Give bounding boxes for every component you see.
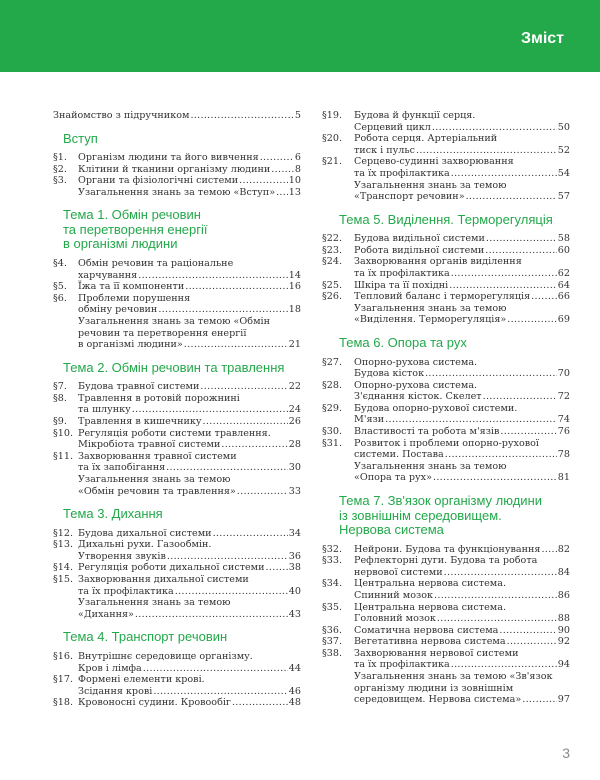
dot-leader [266, 562, 288, 574]
toc-entry-summary[interactable] [322, 303, 570, 326]
toc-entry-number: §35. [322, 601, 343, 613]
toc-entry[interactable] [53, 428, 301, 451]
toc-entry-title: Будова видільної системи [354, 233, 485, 245]
toc-page-number: 54 [557, 167, 570, 179]
dot-leader [451, 168, 557, 180]
toc-page-number: 44 [288, 662, 301, 674]
toc-entry-title: Серцевий цикл [354, 121, 431, 133]
toc-entry-title: Тепловий баланс і терморегуляція [354, 291, 531, 303]
toc-entry-number: §14. [53, 562, 74, 574]
toc-page-number: 72 [557, 391, 570, 403]
toc-entry-title: Кров і лімфа [78, 662, 142, 674]
toc-entry-summary[interactable] [322, 671, 570, 706]
toc-entry-title: Будова опорно-рухової системи. [354, 402, 518, 414]
toc-entry-title: Узагальнення знань за темою «Зв'язок [354, 671, 553, 683]
toc-entry[interactable] [53, 175, 301, 187]
toc-entry-number: §19. [322, 110, 343, 121]
toc-entry[interactable] [53, 651, 301, 674]
toc-entry[interactable] [322, 280, 570, 292]
toc-page-number: 34 [288, 527, 301, 539]
section-heading-line: Тема 1. Обмін речовин [63, 207, 201, 223]
dot-leader [232, 697, 288, 709]
toc-entry[interactable] [322, 110, 570, 133]
toc-entry-title: З'єднання кісток. Скелет [354, 391, 482, 403]
toc-entry-title: Проблеми порушення [78, 292, 191, 304]
toc-entry-number [322, 461, 354, 484]
dot-leader [449, 280, 557, 292]
toc-entry-number: §8. [53, 392, 67, 404]
toc-entry[interactable] [322, 291, 570, 303]
toc-entry[interactable] [322, 357, 570, 380]
toc-entry[interactable] [53, 574, 301, 597]
section-heading-line: Тема 6. Опора та рух [339, 335, 467, 350]
toc-entry-title: Вегетативна нервова система [354, 636, 506, 648]
toc-page-number: 46 [288, 685, 301, 697]
toc-page-number: 16 [288, 281, 301, 293]
toc-entry-title: Захворювання дихальної системи [78, 574, 249, 586]
dot-leader [522, 694, 557, 706]
dot-leader [507, 636, 557, 648]
toc-entry-number: §22. [322, 233, 343, 245]
toc-page-number: 76 [557, 426, 570, 438]
toc-entry-title: організму людини із зовнішнім [354, 682, 514, 694]
dot-leader [531, 291, 557, 303]
toc-entry-number [322, 180, 354, 203]
toc-entry-title: Рефлекторні дуги. Будова та робота [354, 555, 538, 567]
toc-entry[interactable] [53, 674, 301, 697]
toc-entry-title: Органи та фізіологічні системи [78, 175, 239, 187]
section-heading [339, 336, 570, 351]
toc-entry-number: §31. [322, 437, 343, 449]
toc-page-number: 88 [557, 613, 570, 625]
toc-entry-number: §1. [53, 152, 67, 164]
toc-entry[interactable] [322, 380, 570, 403]
toc-page-number: 6 [294, 152, 301, 164]
toc-entry-title: Травлення в кишечнику [78, 416, 202, 427]
toc-entry-title: Головний мозок [354, 613, 436, 625]
toc-page-number: 82 [557, 543, 570, 555]
toc-entry-number: §9. [53, 416, 67, 427]
page-title: Зміст [520, 30, 564, 47]
toc-entry-title: Розвиток і проблеми опорно-рухової [354, 437, 539, 449]
toc-entry-title: Дихальні рухи. Газообмін. [78, 539, 212, 551]
toc-entry[interactable] [322, 426, 570, 438]
toc-entry-title: Узагальнення знань за темою [78, 597, 231, 609]
dot-leader [213, 528, 288, 540]
toc-page-number: 66 [557, 291, 570, 303]
dot-leader [237, 486, 288, 498]
dot-leader [260, 152, 294, 164]
section-heading-line: Тема 2. Обмін речовин та травлення [63, 359, 285, 375]
toc-page-number: 50 [557, 121, 570, 133]
toc-page-number: 22 [288, 381, 301, 393]
dot-leader [200, 381, 287, 393]
toc-entry-title: Спинний мозок [354, 589, 433, 601]
dot-leader [507, 314, 557, 326]
toc-entry[interactable] [322, 233, 570, 245]
toc-entry-number: §18. [53, 697, 74, 709]
toc-right-column [322, 110, 570, 706]
toc-entry-title: Узагальнення знань за темою [354, 302, 507, 314]
toc-entry-number: §11. [53, 450, 74, 462]
toc-page-number: 30 [288, 462, 301, 474]
toc-entry-summary[interactable] [53, 474, 301, 497]
toc-entry-title: Формені елементи крові. [78, 674, 205, 686]
toc-page-number: 40 [288, 585, 301, 597]
toc-entry-number: §17. [53, 674, 74, 686]
section-heading [63, 630, 301, 645]
toc-page-number: 13 [288, 186, 301, 198]
dot-leader [485, 245, 557, 257]
toc-entry-number [53, 474, 78, 497]
section-heading [339, 213, 570, 228]
dot-leader [486, 233, 557, 245]
toc-page-number: 26 [288, 416, 301, 427]
toc-page-number: 84 [557, 566, 570, 578]
dot-leader [444, 567, 557, 579]
toc-entry-title: Узагальнення знань за темою [354, 460, 507, 472]
toc-entry-title: та шлунку [78, 404, 131, 416]
toc-entry[interactable] [322, 438, 570, 461]
toc-entry-number: §26. [322, 291, 343, 303]
toc-entry-title: Кровоносні судини. Кровообіг [78, 697, 231, 709]
toc-entry[interactable] [53, 281, 301, 293]
toc-entry-title: Центральна нервова система. [354, 578, 507, 590]
toc-entry[interactable] [53, 152, 301, 164]
dot-leader [432, 122, 557, 134]
section-heading-line: Нервова система [339, 522, 444, 538]
toc-entry-number: §32. [322, 543, 343, 555]
toc-entry-title: «Опора та рух» [354, 472, 432, 484]
toc-entry-number: §38. [322, 647, 343, 659]
toc-page-number: 86 [557, 589, 570, 601]
dot-leader [445, 449, 557, 461]
dot-leader [184, 339, 288, 351]
toc-page-number: 33 [288, 485, 301, 497]
toc-entry-title: обміну речовин [78, 304, 158, 316]
toc-entry-title: та їх профілактика [354, 167, 450, 179]
toc-page-number: 92 [557, 636, 570, 648]
dot-leader [190, 110, 293, 122]
toc-entry-summary[interactable] [322, 180, 570, 203]
toc-entry-intro[interactable] [53, 110, 301, 122]
toc-entry[interactable] [53, 293, 301, 316]
toc-entry-title: речовин та перетворення енергії [78, 327, 247, 339]
toc-entry-title: Узагальнення знань за темою [354, 179, 507, 191]
toc-entry-title: Обмін речовин та раціональне [78, 257, 234, 269]
toc-entry[interactable] [322, 544, 570, 556]
dot-leader [175, 586, 288, 598]
dot-leader [132, 404, 288, 416]
toc-page-number: 36 [288, 550, 301, 562]
toc-entry-title: Нейрони. Будова та функціонування [354, 543, 541, 555]
toc-entry-title: Мікробіота травної системи [78, 439, 221, 451]
toc-entry-number: §23. [322, 244, 343, 256]
toc-page-number: 60 [557, 244, 570, 256]
toc-entry-number: §16. [53, 650, 74, 662]
toc-entry-title: Робота серця. Артеріальний [354, 133, 498, 145]
toc-entry-number [53, 597, 78, 620]
toc-entry[interactable] [53, 697, 301, 709]
toc-entry-title: Узагальнення знань за темою «Вступ» [78, 186, 276, 198]
toc-entry[interactable] [322, 245, 570, 257]
toc-entry[interactable] [322, 636, 570, 648]
toc-entry-title: Узагальнення знань за темою «Обмін [78, 315, 270, 327]
toc-entry-title: та їх профілактика [78, 585, 174, 597]
toc-page-number: 97 [557, 694, 570, 706]
toc-entry-title: Їжа та її компоненти [78, 281, 185, 293]
toc-entry[interactable] [322, 648, 570, 671]
toc-entry-title: Захворювання органів виділення [354, 256, 522, 268]
section-heading-line: Тема 3. Дихання [63, 506, 163, 522]
toc-page-number: 43 [288, 608, 301, 620]
toc-entry-number: §36. [322, 624, 343, 636]
toc-entry-title: Узагальнення знань за темою [78, 473, 231, 485]
dot-leader [271, 164, 294, 176]
toc-entry-title: Травлення в ротовій порожнині [78, 392, 240, 404]
toc-entry-title: Будова дихальної системи [78, 527, 212, 539]
toc-entry-title: Клітини й тканини організму людини [78, 163, 271, 175]
section-heading-line: в організмі людини [63, 236, 178, 252]
toc-entry-number: §34. [322, 578, 343, 590]
section-heading-line: Тема 4. Транспорт речовин [63, 629, 228, 645]
toc-entry-number: §30. [322, 426, 343, 438]
dot-leader [203, 416, 288, 428]
dot-leader [185, 281, 288, 293]
toc-entry-number: §33. [322, 555, 343, 567]
toc-entry[interactable] [322, 578, 570, 601]
toc-entry-number: §5. [53, 281, 67, 293]
toc-page-number: 8 [294, 163, 301, 175]
toc-entry[interactable] [53, 528, 301, 540]
section-heading [63, 208, 301, 252]
toc-entry-summary[interactable] [322, 461, 570, 484]
toc-page-number: 58 [557, 233, 570, 245]
section-heading-line: Тема 5. Виділення. Терморегуляція [339, 211, 553, 227]
dot-leader [499, 625, 556, 637]
dot-leader [143, 663, 288, 675]
toc-page-number: 28 [288, 439, 301, 451]
toc-entry[interactable] [53, 164, 301, 176]
dot-leader [385, 414, 557, 426]
toc-page-number: 90 [557, 624, 570, 636]
dot-leader [425, 368, 557, 380]
toc-entry[interactable] [53, 451, 301, 474]
dot-leader [158, 304, 287, 316]
toc-page-number: 5 [294, 110, 301, 121]
dot-leader [483, 391, 557, 403]
section-heading-line: Тема 7. Зв'язок організму людини [339, 493, 543, 509]
toc-entry-number: §29. [322, 402, 343, 414]
toc-entry-number: §21. [322, 156, 343, 168]
toc-entry-number: §27. [322, 356, 343, 368]
toc-page-number: 52 [557, 144, 570, 156]
toc-entry[interactable] [322, 602, 570, 625]
dot-leader [135, 609, 288, 621]
toc-entry-title: Опорно-рухова система. [354, 356, 478, 368]
dot-leader [434, 590, 557, 602]
dot-leader [166, 462, 288, 474]
dot-leader [451, 659, 557, 671]
toc-entry-title: Утворення звуків [78, 550, 166, 562]
toc-entry[interactable] [322, 403, 570, 426]
toc-entry-number: §15. [53, 574, 74, 586]
dot-leader [451, 268, 557, 280]
toc-page-number: 62 [557, 268, 570, 280]
toc-page-number: 81 [557, 472, 570, 484]
header-bar [0, 0, 600, 72]
toc-entry-title: та їх профілактика [354, 659, 450, 671]
toc-entry-title: Робота видільної системи [354, 244, 485, 256]
toc-entry[interactable] [53, 258, 301, 281]
dot-leader [221, 439, 287, 451]
dot-leader [433, 472, 557, 484]
toc-entry-number: §3. [53, 175, 67, 187]
section-heading-line: із зовнішнім середовищем. [339, 507, 502, 523]
toc-page-number: 69 [557, 314, 570, 326]
toc-entry-title: Центральна нервова система. [354, 601, 507, 613]
toc-entry-title: Властивості та робота м'язів [354, 426, 500, 438]
dot-leader [239, 175, 288, 187]
toc-entry[interactable] [322, 256, 570, 279]
toc-page-number: 64 [557, 279, 570, 291]
toc-entry-number: §37. [322, 636, 343, 648]
dot-leader [541, 544, 556, 556]
dot-leader [153, 686, 287, 698]
toc-entry[interactable] [322, 625, 570, 637]
toc-entry[interactable] [322, 156, 570, 179]
toc-entry-number: §2. [53, 163, 67, 175]
dot-leader [466, 191, 557, 203]
toc-entry-number [322, 671, 354, 706]
section-heading-line: та перетворення енергії [63, 221, 208, 237]
toc-entry-title: Регуляція роботи системи травлення. [78, 427, 271, 439]
toc-entry-number: §12. [53, 527, 74, 539]
toc-entry-number [53, 187, 78, 199]
toc-entry-title: середовищем. Нервова система» [354, 694, 522, 706]
toc-entry-title: Шкіра та її похідні [354, 279, 449, 291]
toc-entry-title: Будова й функції серця. [354, 110, 476, 121]
toc-entry-title: Внутрішнє середовище організму. [78, 650, 253, 662]
toc-entry-number: §28. [322, 379, 343, 391]
toc-entry-number: §10. [53, 427, 74, 439]
toc-entry[interactable] [53, 416, 301, 428]
toc-entry-title: Організм людини та його вивчення [78, 152, 259, 164]
section-heading [63, 507, 301, 522]
toc-entry[interactable] [53, 381, 301, 393]
section-heading [339, 494, 570, 538]
toc-page-number: 14 [288, 269, 301, 281]
toc-page-number: 24 [288, 404, 301, 416]
toc-entry-title: М'язи [354, 414, 385, 426]
toc-page-number: 78 [557, 449, 570, 461]
section-heading [63, 361, 301, 376]
toc-page-number: 38 [288, 562, 301, 574]
toc-entry-title: Захворювання нервової системи [354, 647, 519, 659]
toc-entry-title: Серцево-судинні захворювання [354, 156, 514, 168]
toc-entry-title: та їх профілактика [354, 268, 450, 280]
toc-entry-summary[interactable] [53, 597, 301, 620]
toc-entry[interactable] [322, 133, 570, 156]
toc-page-number: 18 [288, 304, 301, 316]
toc-entry-title: Соматична нервова система [354, 624, 499, 636]
toc-entry-title: Захворювання травної системи [78, 450, 237, 462]
section-heading-line: Вступ [63, 130, 98, 146]
toc-page-number: 70 [557, 368, 570, 380]
toc-entry-title: «Дихання» [78, 608, 134, 620]
toc-entry-title: харчування [78, 269, 138, 281]
toc-entry-number [53, 316, 78, 351]
dot-leader [437, 613, 557, 625]
dot-leader [167, 551, 288, 563]
toc-entry-number: §20. [322, 133, 343, 145]
toc-page-number: 10 [288, 175, 301, 187]
dot-leader [276, 187, 288, 199]
toc-page-number: 48 [288, 697, 301, 709]
toc-entry-title: та їх запобігання [78, 462, 166, 474]
toc-entry-title: Опорно-рухова система. [354, 379, 478, 391]
toc-entry-number [322, 303, 354, 326]
toc-entry-title: «Транспорт речовин» [354, 191, 465, 203]
toc-entry-summary[interactable] [53, 187, 301, 199]
toc-entry-title: в організмі людини» [78, 339, 183, 351]
toc-entry-number: §4. [53, 257, 67, 269]
toc-page-number: 74 [557, 414, 570, 426]
section-heading [63, 132, 301, 147]
dot-leader [500, 426, 556, 438]
toc-entry[interactable] [53, 562, 301, 574]
toc-page-number: 21 [288, 339, 301, 351]
toc-entry-number: §6. [53, 292, 67, 304]
toc-entry-number: §7. [53, 381, 67, 393]
toc-entry-title: Будова кісток [354, 368, 425, 380]
toc-entry-title: «Обмін речовин та травлення» [78, 485, 236, 497]
toc-entry-title: Будова травної системи [78, 381, 200, 393]
toc-entry-title: Регуляція роботи дихальної системи [78, 562, 265, 574]
toc-entry[interactable] [53, 539, 301, 562]
toc-entry-title: нервової системи [354, 566, 443, 578]
toc-entry-title: Зсідання крові [78, 685, 153, 697]
toc-left-column [53, 110, 301, 709]
toc-page-number: 57 [557, 191, 570, 203]
dot-leader [138, 270, 288, 282]
toc-entry-title: тиск і пульс [354, 144, 415, 156]
dot-leader [416, 145, 557, 157]
toc-page-number: 94 [557, 659, 570, 671]
toc-entry-title: «Виділення. Терморегуляція» [354, 314, 507, 326]
toc-entry-title: системи. Постава [354, 449, 444, 461]
page-number: 3 [562, 745, 570, 761]
toc-entry-summary[interactable] [53, 316, 301, 351]
toc-entry-title: Знайомство з підручником [53, 110, 190, 121]
toc-entry-number: §25. [322, 279, 343, 291]
toc-entry[interactable] [322, 555, 570, 578]
toc-entry[interactable] [53, 393, 301, 416]
toc-entry-number: §24. [322, 256, 343, 268]
toc-entry-number: §13. [53, 539, 74, 551]
